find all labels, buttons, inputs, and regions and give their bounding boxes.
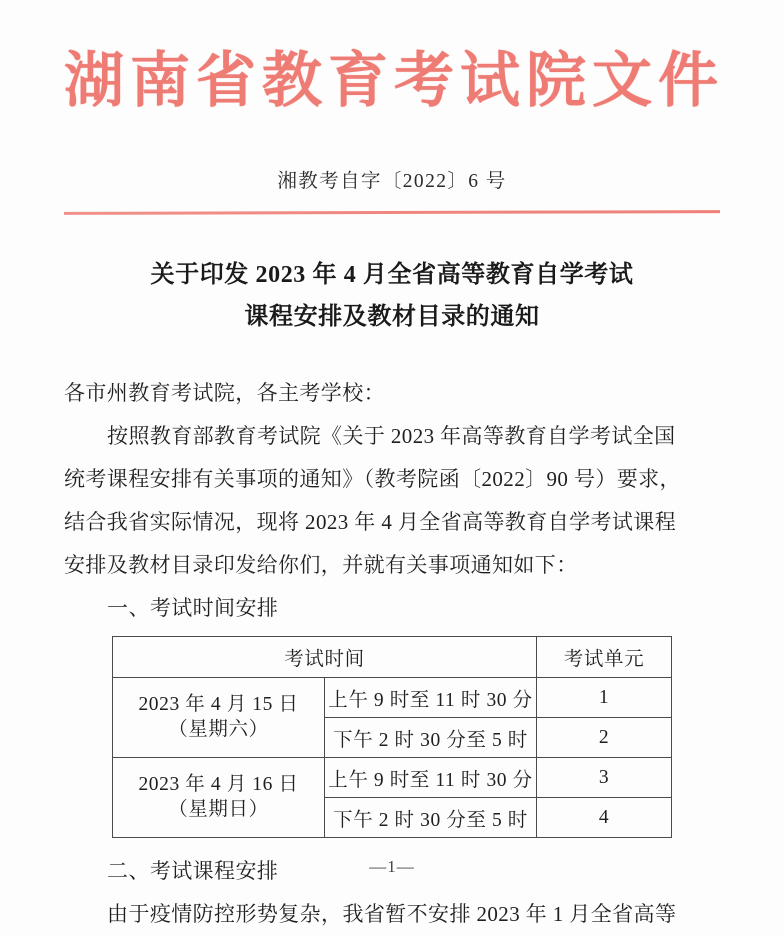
body-paragraph-1-line-1: 按照教育部教育考试院《关于 2023 年高等教育自学考试全国 — [107, 423, 676, 448]
table-cell-unit: 2 — [537, 718, 672, 758]
table-cell-time: 上午 9 时至 11 时 30 分 — [325, 678, 537, 718]
section-heading-1: 一、考试时间安排 — [107, 596, 279, 621]
table-row — [113, 758, 672, 798]
table-cell-unit: 3 — [537, 758, 672, 798]
body-paragraph-1-line-4: 安排及教材目录印发给你们，并就有关事项通知如下： — [64, 553, 578, 578]
date-line-1: 2023 年 4 月 15 日 — [138, 693, 299, 715]
exam-schedule-table — [112, 636, 672, 838]
table-header-exam-time: 考试时间 — [113, 637, 537, 678]
table-cell-date-2 — [113, 758, 325, 838]
section-heading-2: 二、考试课程安排 — [107, 859, 279, 884]
body-paragraph-1-line-3: 结合我省实际情况，现将 2023 年 4 月全省高等教育自学考试课程 — [64, 510, 677, 535]
document-title-line-1: 关于印发 2023 年 4 月全省高等教育自学考试 — [150, 262, 634, 289]
date-line-2: （星期日） — [168, 798, 269, 820]
document-number: 湘教考自字〔2022〕6 号 — [277, 170, 507, 192]
body-paragraph-2-line-1: 由于疫情防控形势复杂，我省暂不安排 2023 年 1 月全省高等 — [107, 902, 677, 927]
red-separator-rule — [64, 210, 720, 214]
table-row — [113, 678, 672, 718]
table-cell-date-1 — [113, 678, 325, 758]
date-line-2: （星期六） — [168, 718, 269, 740]
document-title-line-2: 课程安排及教材目录的通知 — [244, 303, 540, 330]
table-header-exam-unit: 考试单元 — [537, 637, 672, 678]
salutation: 各市州教育考试院，各主考学校： — [64, 380, 385, 405]
document-title — [64, 255, 720, 338]
date-line-1: 2023 年 4 月 16 日 — [138, 773, 299, 795]
table-cell-unit: 4 — [537, 798, 672, 838]
table-cell-time: 下午 2 时 30 分至 5 时 — [325, 798, 537, 838]
table-cell-time: 上午 9 时至 11 时 30 分 — [325, 758, 537, 798]
issuing-authority-title: 湖南省教育考试院文件 — [64, 48, 724, 114]
page-number-footer: —1— — [369, 857, 415, 876]
table-header-row — [113, 637, 672, 678]
table-cell-unit: 1 — [537, 678, 672, 718]
body-paragraph-1-line-2: 统考课程安排有关事项的通知》（教考院函〔2022〕90 号）要求， — [64, 467, 681, 492]
masthead — [64, 0, 724, 117]
table-cell-time: 下午 2 时 30 分至 5 时 — [325, 718, 537, 758]
document-body — [64, 372, 720, 630]
